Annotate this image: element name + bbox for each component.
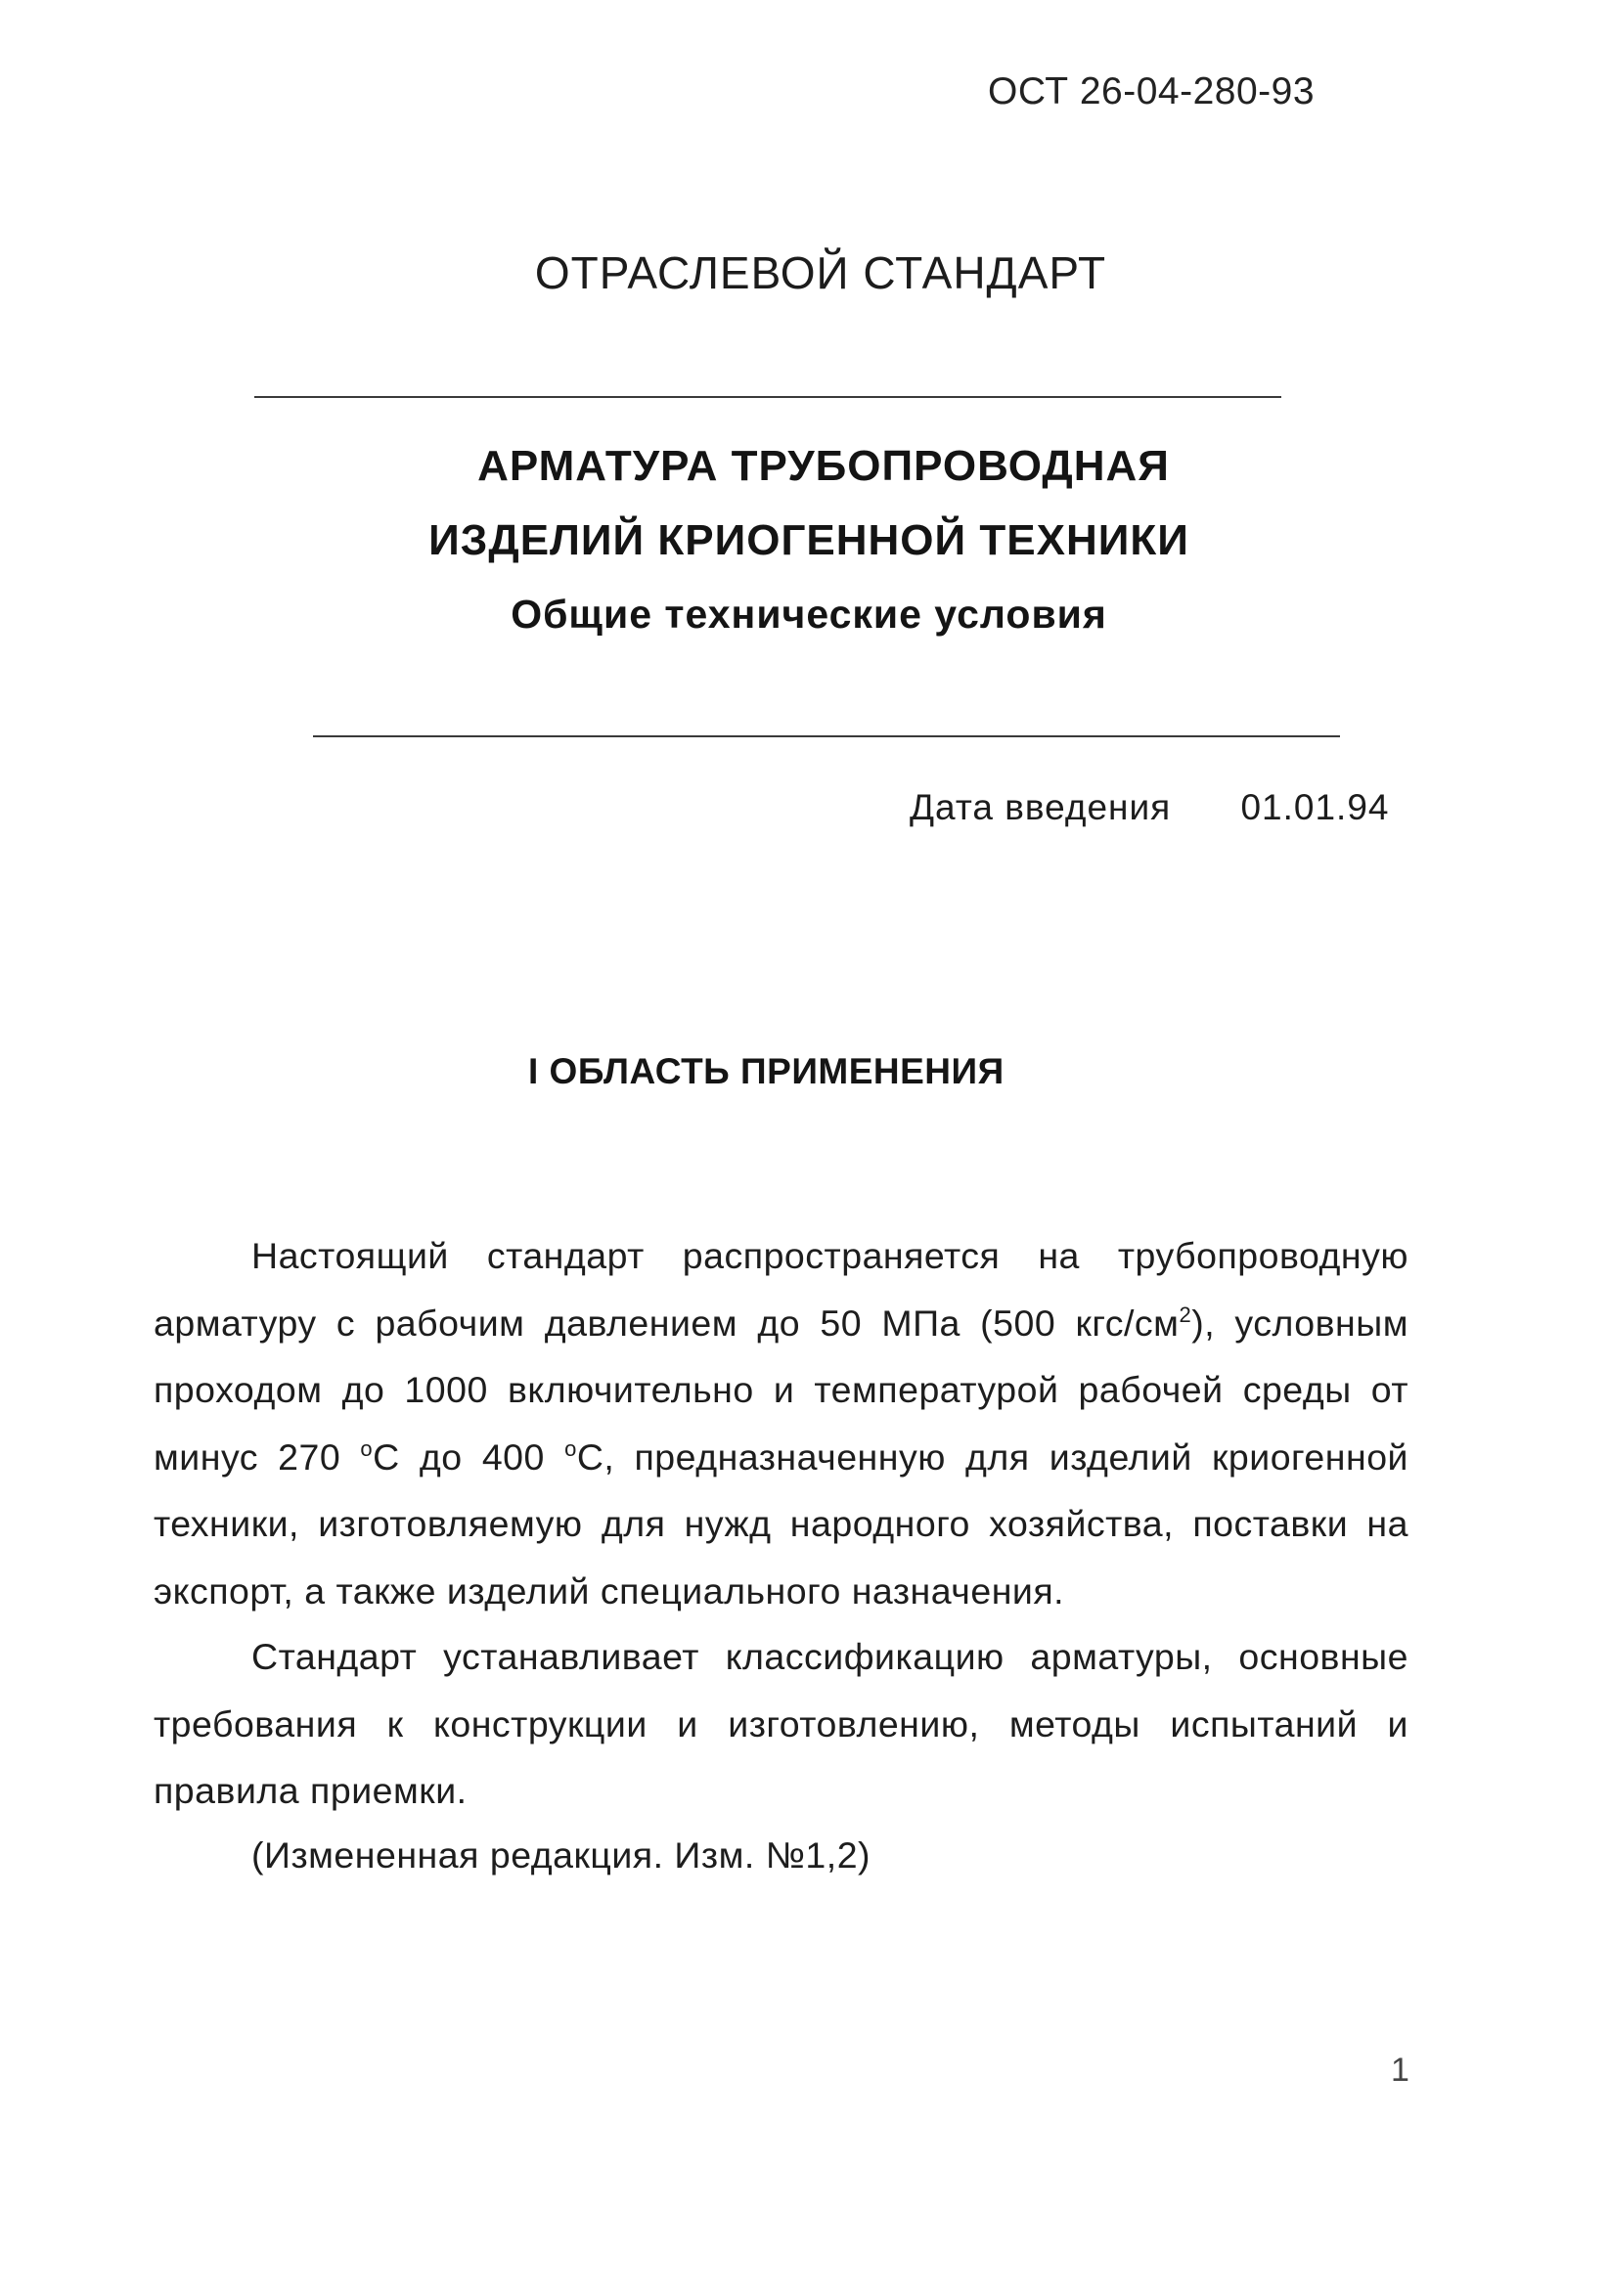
standard-type-heading: ОТРАСЛЕВОЙ СТАНДАРТ — [534, 247, 1107, 298]
document-code: ОСТ 26-04-280-93 — [988, 70, 1316, 112]
paragraph-line: (Измененная редакция. Изм. №1,2) — [251, 1834, 871, 1876]
paragraph-line: требования к конструкции и изготовлению, методы испытаний и — [154, 1702, 1408, 1744]
paragraph-line: Настоящий стандарт распространяется на трубопроводную — [251, 1235, 1408, 1276]
paragraph-line: минус 270 $^о$С до 400 $^о$С, предназначенную для изделий криогенной — [154, 1435, 1408, 1478]
introduction-date — [910, 787, 1390, 828]
page-number: 1 — [1391, 2052, 1409, 2089]
document-subtitle: Общие технические условия — [511, 592, 1107, 637]
amendment-note — [154, 1822, 1408, 1889]
paragraph-line: проходом до 1000 включительно и температурой рабочей среды от — [154, 1369, 1408, 1410]
bottom-divider — [313, 735, 1340, 737]
top-divider — [254, 396, 1281, 398]
document-title-line-2: ИЗДЕЛИЙ КРИОГЕННОЙ ТЕХНИКИ — [428, 516, 1189, 564]
scope-paragraph-1 — [154, 1222, 1408, 1624]
paragraph-line: техники, изготовляемую для нужд народного хозяйства, поставки на — [154, 1503, 1408, 1544]
scope-paragraph-2 — [154, 1623, 1408, 1825]
document-title-line-1: АРМАТУРА ТРУБОПРОВОДНАЯ — [477, 442, 1170, 490]
paragraph-line: экспорт, а также изделий специального назначения. — [154, 1569, 1065, 1612]
paragraph-line: арматуру с рабочим давлением до 50 МПа (500 кгс/$см^2$), условным — [154, 1302, 1408, 1344]
section-heading: I ОБЛАСТЬ ПРИМЕНЕНИЯ — [528, 1051, 1005, 1091]
introduction-date-value: 01.01.94 — [1240, 787, 1390, 827]
paragraph-line: правила приемки. — [154, 1770, 468, 1811]
paragraph-line: Стандарт устанавливает классификацию арматуры, основные — [251, 1636, 1408, 1677]
introduction-date-label: Дата введения — [910, 787, 1172, 827]
